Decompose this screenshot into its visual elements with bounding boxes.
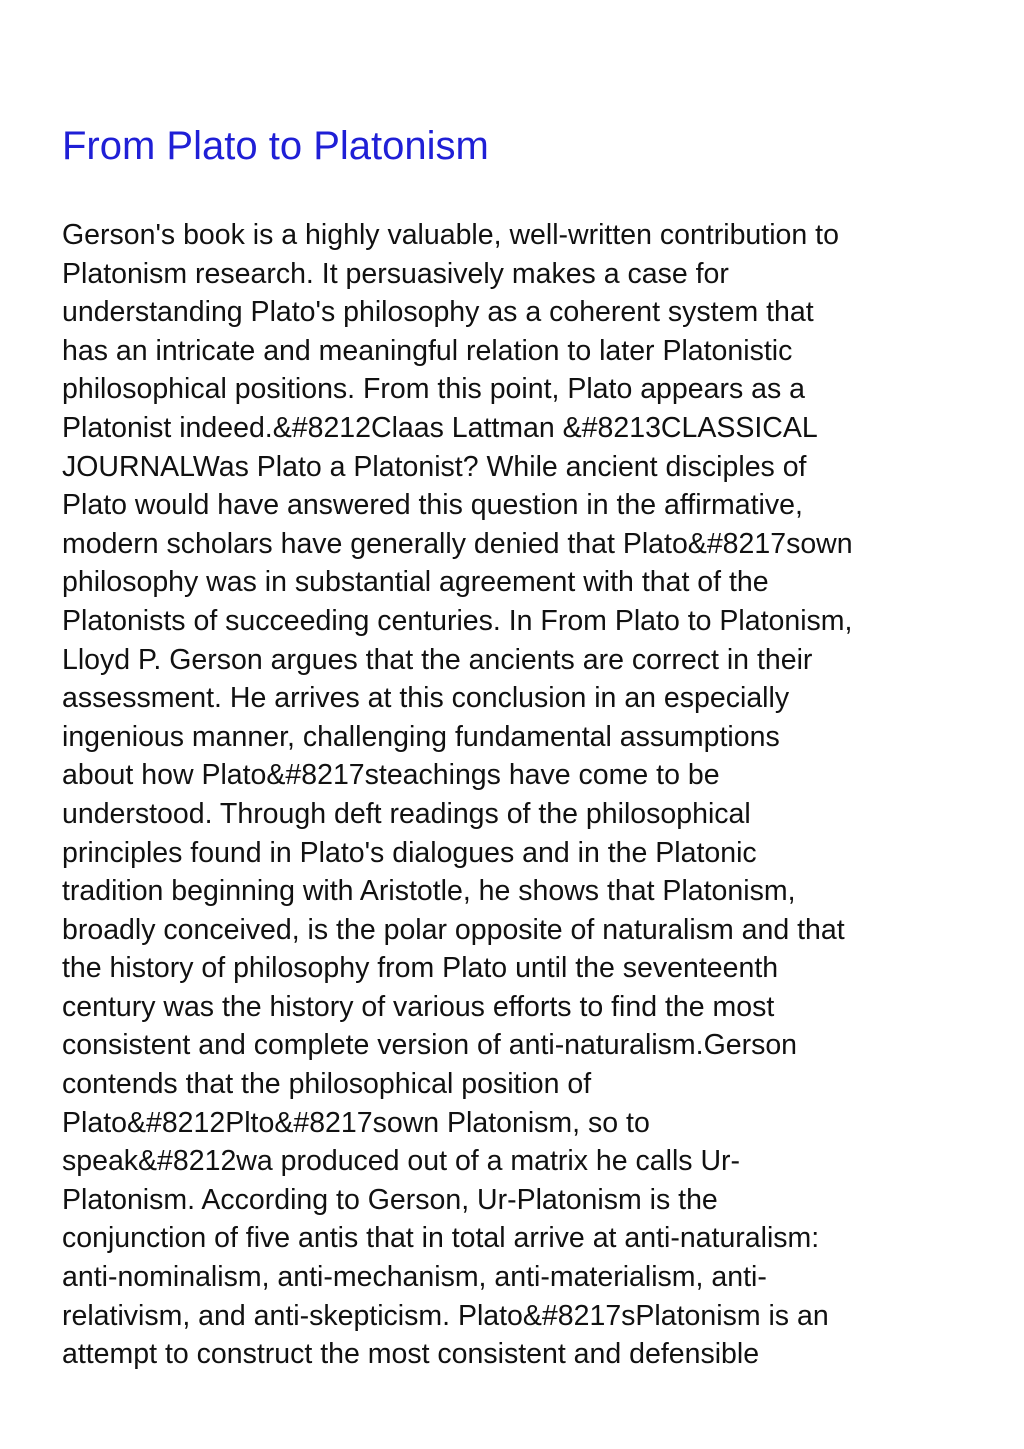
body-line: conjunction of five antis that in total arrive at anti-naturalism: [62,1222,820,1255]
body-line: relativism, and anti-skepticism. Plato&#8217sPlatonism is an [62,1299,829,1332]
body-line: Plato&#8212Plto&#8217sown Platonism, so to [62,1106,650,1139]
body-line: Platonism. According to Gerson, Ur-Platonism is the [62,1183,718,1216]
body-line: understanding Plato's philosophy as a coherent system that [62,296,814,329]
body-line: ingenious manner, challenging fundamental assumptions [62,720,780,753]
body-line: assessment. He arrives at this conclusion in an especially [62,682,790,715]
document-title: From Plato to Platonism [62,124,489,168]
body-line: century was the history of various efforts to find the most [62,990,775,1023]
body-line: principles found in Plato's dialogues and in the Platonic [62,836,757,869]
body-line: Plato would have answered this question in the affirmative, [62,489,803,522]
body-line: tradition beginning with Aristotle, he shows that Platonism, [62,875,796,908]
body-line: Platonism research. It persuasively makes a case for [62,257,729,290]
body-line: consistent and complete version of anti-naturalism.Gerson [62,1029,798,1062]
document-body [62,216,853,1374]
body-line: JOURNALWas Plato a Platonist? While ancient disciples of [62,450,807,483]
body-line: anti-nominalism, anti-mechanism, anti-materialism, anti- [62,1261,767,1294]
body-line: Platonist indeed.&#8212Claas Lattman &#8213CLASSICAL [62,411,818,444]
body-line: the history of philosophy from Plato until the seventeenth [62,952,779,985]
body-line: has an intricate and meaningful relation to later Platonistic [62,334,793,367]
body-line: Gerson's book is a highly valuable, well-written contribution to [62,219,839,251]
body-line: understood. Through deft readings of the philosophical [62,797,751,830]
body-line: broadly conceived, is the polar opposite of naturalism and that [62,913,845,946]
body-line: about how Plato&#8217steachings have come to be [62,759,720,792]
body-line: Lloyd P. Gerson argues that the ancients are correct in their [62,643,813,676]
body-line: modern scholars have generally denied that Plato&#8217sown [62,527,853,560]
body-line: speak&#8212wa produced out of a matrix he calls Ur- [62,1145,741,1178]
body-line: Platonists of succeeding centuries. In From Plato to Platonism, [62,604,853,637]
body-line: philosophy was in substantial agreement with that of the [62,566,769,599]
body-line: attempt to construct the most consistent and defensible [62,1338,760,1371]
body-line: philosophical positions. From this point, Plato appears as a [62,373,805,406]
body-line: contends that the philosophical position of [62,1068,592,1101]
